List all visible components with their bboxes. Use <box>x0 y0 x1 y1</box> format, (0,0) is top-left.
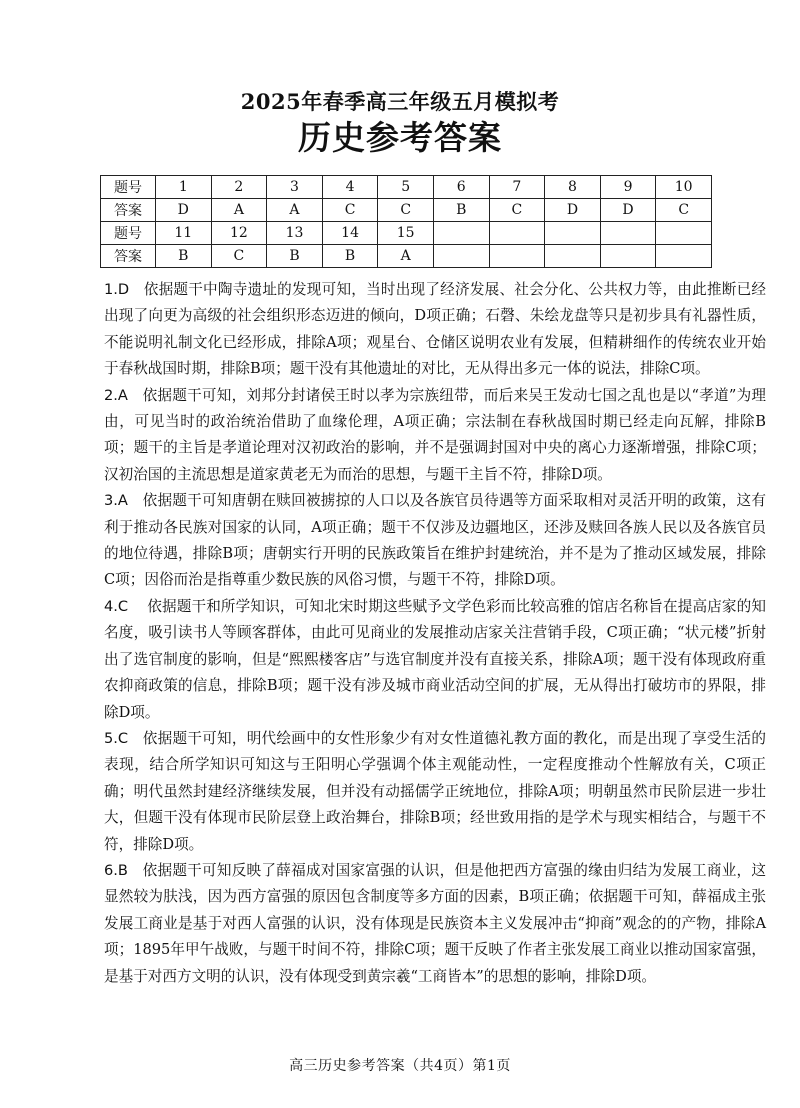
table-cell: 2 <box>211 176 267 199</box>
explanation-number: 1.D <box>104 281 130 298</box>
table-cell: D <box>600 199 656 222</box>
explanation-5 <box>104 726 766 858</box>
table-cell: B <box>156 245 212 268</box>
answer-table <box>100 175 712 268</box>
answer-table-row-question-numbers-1 <box>101 176 712 199</box>
table-cell <box>433 222 489 245</box>
explanation-number: 4.C <box>104 597 129 615</box>
table-cell: B <box>322 245 378 268</box>
explanation-4 <box>104 594 766 726</box>
table-cell: D <box>156 199 212 222</box>
answer-table-row-answers-2 <box>101 245 712 268</box>
table-cell <box>545 222 601 245</box>
table-cell: A <box>211 199 267 222</box>
explanation-3 <box>104 488 766 594</box>
table-header-cell: 题号 <box>101 222 156 245</box>
table-header-cell: 答案 <box>101 199 156 222</box>
explanation-number: 5.C <box>104 729 129 747</box>
table-cell: 5 <box>378 176 434 199</box>
table-cell: A <box>378 245 434 268</box>
table-cell: 8 <box>545 176 601 199</box>
table-cell: C <box>656 199 712 222</box>
table-cell: 11 <box>156 222 212 245</box>
table-cell <box>433 245 489 268</box>
table-cell <box>489 222 545 245</box>
table-cell: B <box>433 199 489 222</box>
table-cell <box>545 245 601 268</box>
table-cell: B <box>267 245 323 268</box>
explanation-text: 依据题干可知唐朝在赎回被掳掠的人口以及各族官员待遇等方面采取相对灵活开明的政策，这有利于推动各民族对国家的认同，A项正确；题干不仅涉及边疆地区，还涉及赎回各族人民以及各族官员的地位待遇，排除B项；唐朝实行开明的民族政策旨在维护封建统治，并不是为了推动区域发展，排除C项；因俗而治是指尊重少数民族的风俗习惯，与题干不符，排除D项。 <box>104 492 766 589</box>
table-cell: D <box>545 199 601 222</box>
explanation-text: 依据题干可知反映了薛福成对国家富强的认识，但是他把西方富强的缘由归结为发展工商业，这显然较为肤浅，因为西方富强的原因包含制度等多方面的因素，B项正确；依据题干可知，薛福成主张发展工商业是基于对西人富强的认识，没有体现是民族资本主义发展冲击“抑商”观念的的产物，排除A项；1895年甲午战败，与题干时间不符，排除C项；题干反映了作者主张发展工商业以推动国家富强，是基于对西方文明的认识，没有体现受到黄宗羲“工商皆本”的思想的影响，排除D项。 <box>104 861 766 985</box>
table-cell <box>656 222 712 245</box>
exam-title: 2025年春季高三年级五月模拟考 <box>240 89 560 114</box>
explanation-number: 2.A <box>104 386 128 404</box>
explanation-number: 6.B <box>104 861 128 879</box>
table-cell: C <box>211 245 267 268</box>
table-cell <box>656 245 712 268</box>
table-header-cell: 答案 <box>101 245 156 268</box>
table-cell: C <box>322 199 378 222</box>
table-cell: 13 <box>267 222 323 245</box>
table-cell: 7 <box>489 176 545 199</box>
explanation-text: 依据题干中陶寺遗址的发现可知，当时出现了经济发展、社会分化、公共权力等，由此推断已经出现了向更为高级的社会组织形态迈进的倾向，D项正确；石磬、朱绘龙盘等只是初步具有礼器性质，不能说明礼制文化已经形成，排除A项；观星台、仓储区说明农业有发展，但精耕细作的传统农业开始于春秋战国时期，排除B项；题干没有其他遗址的对比，无从得出多元一体的说法，排除C项。 <box>104 281 766 378</box>
explanation-number: 3.A <box>104 492 128 510</box>
explanations <box>104 277 766 990</box>
table-cell: C <box>378 199 434 222</box>
explanation-text: 依据题干可知，明代绘画中的女性形象少有对女性道德礼教方面的教化，而是出现了享受生活的表现，结合所学知识可知这与王阳明心学强调个体主观能动性，一定程度推动个性解放有关，C项正确；明代虽然封建经济继续发展，但并没有动摇儒学正统地位，排除A项；明朝虽然市民阶层进一步壮大，但题干没有体现市民阶层登上政治舞台，排除B项；经世致用指的是学术与现实相结合，与题干不符，排除D项。 <box>104 729 766 853</box>
table-cell: 4 <box>322 176 378 199</box>
table-cell <box>489 245 545 268</box>
explanation-text: 依据题干可知，刘邦分封诸侯王时以孝为宗族纽带，而后来吴王发动七国之乱也是以“孝道”为理由，可见当时的政治统治借助了血缘伦理，A项正确；宗法制在春秋战国时期已经走向瓦解，排除B项；题干的主旨是孝道论理对汉初政治的影响，并不是强调封国对中央的离心力逐渐增强，排除C项；汉初治国的主流思想是道家黄老无为而治的思想，与题干主旨不符，排除D项。 <box>104 386 766 483</box>
subject-title: 历史参考答案 <box>298 118 502 157</box>
table-cell: 15 <box>378 222 434 245</box>
table-cell: 10 <box>656 176 712 199</box>
table-cell <box>600 222 656 245</box>
table-cell: A <box>267 199 323 222</box>
explanation-2 <box>104 383 766 489</box>
explanation-1 <box>104 277 766 383</box>
answer-table-row-question-numbers-2 <box>101 222 712 245</box>
table-cell: C <box>489 199 545 222</box>
table-cell <box>600 245 656 268</box>
table-cell: 12 <box>211 222 267 245</box>
table-cell: 3 <box>267 176 323 199</box>
table-cell: 6 <box>433 176 489 199</box>
table-cell: 14 <box>322 222 378 245</box>
page-footer: 高三历史参考答案（共4页）第1页 <box>289 1058 511 1074</box>
table-cell: 1 <box>156 176 212 199</box>
table-cell: 9 <box>600 176 656 199</box>
table-header-cell: 题号 <box>101 176 156 199</box>
explanation-6 <box>104 858 766 990</box>
answer-table-row-answers-1 <box>101 199 712 222</box>
explanation-text: 依据题干和所学知识，可知北宋时期这些赋予文学色彩而比较高雅的馆店名称旨在提高店家的知名度，吸引读书人等顾客群体，由此可见商业的发展推动店家关注营销手段，C项正确；“状元楼”折射出了选官制度的影响，但是“熙熙楼客店”与选官制度并没有直接关系，排除A项；题干没有体现政府重农抑商政策的信息，排除B项；题干没有涉及城市商业活动空间的扩展，无从得出打破坊市的界限，排除D项。 <box>104 597 766 721</box>
